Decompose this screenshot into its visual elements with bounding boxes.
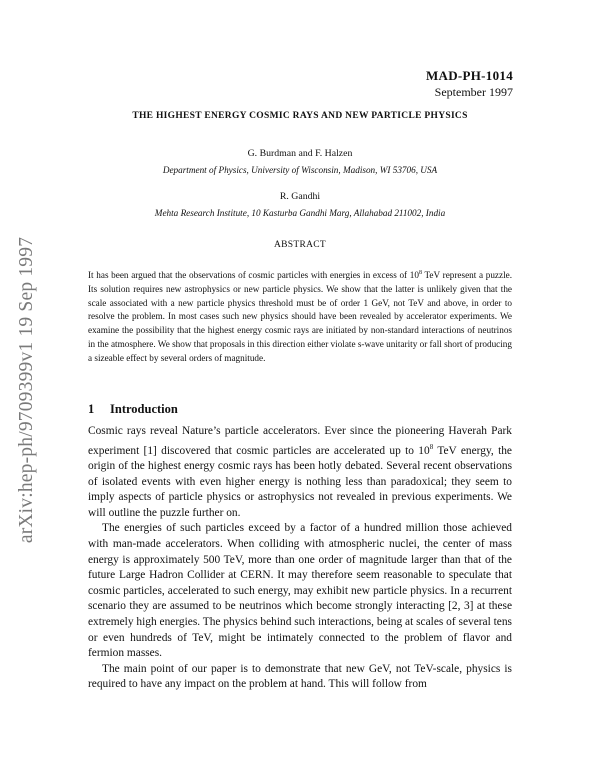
arxiv-identifier-text: arXiv:hep-ph/9709399v1 19 Sep 1997 (16, 236, 37, 544)
paragraph-2: The energies of such particles exceed by a factor of a hundred million those achieved with man-made accelerators. When colliding with atmospheric nuclei, the center of mass energy is approximately 500 TeV, more than one order of magnitude larger than that of the future Large Hadron Collider at CERN. It may therefore seem reasonable to speculate that cosmic particles, accelerated to such energy, may exhibit new particle physics. In a recurrent scenario they are assumed to be neutrinos which become strongly interacting [2, 3] at these extremely high energies. The physics behind such interactions, being at scales of several tens or even hundreds of TeV, might be intimately connected to the problem of flavor and fermion masses. (88, 522, 512, 660)
report-number: MAD-PH-1014 (425, 68, 513, 83)
abstract-heading: ABSTRACT (273, 240, 327, 250)
report-header (426, 68, 513, 100)
section-heading (88, 402, 178, 417)
author-affiliation-2: Mehta Research Institute, 10 Kasturba Gandhi Marg, Allahabad 211002, India (154, 208, 446, 218)
paper-title: THE HIGHEST ENERGY COSMIC RAYS AND NEW PARTICLE PHYSICS (132, 111, 468, 121)
author-affiliation-1: Department of Physics, University of Wisconsin, Madison, WI 53706, USA (162, 165, 438, 175)
paragraph-3: The main point of our paper is to demonstrate that new GeV, not TeV-scale, physics is required to have any impact on the problem at hand. This will follow from (88, 662, 512, 691)
report-date: September 1997 (434, 85, 513, 99)
author-names-2: R. Gandhi (279, 191, 321, 202)
section-title: Introduction (110, 402, 178, 416)
abstract-text: It has been argued that the observations of cosmic particles with energies in excess of $10^8$ TeV represent a puzzle. Its solution requires new astrophysics or new particle physics. We show that the latter is unlikely given that the scale associated with a new particle physics threshold must be of order 1 GeV, not TeV and above, in order to resolve the problem. In most cases such new physics should have been revealed by accelerator experiments. We examine the possibility that the highest energy cosmic rays are initiated by non-standard interactions of neutrinos in the atmosphere. We show that proposals in this direction either violate s-wave unitarity or fall short of producing a sizeable effect by several orders of magnitude. (88, 270, 512, 363)
section-number: 1 (88, 402, 95, 416)
author-names-1: G. Burdman and F. Halzen (247, 148, 353, 159)
body-text (88, 424, 512, 693)
paragraph-1: Cosmic rays reveal Nature’s particle accelerators. Ever since the pioneering Haverah Park experiment [1] discovered that cosmic particles are accelerated up to $10^8$ TeV energy, the origin of the highest energy cosmic rays has been hotly debated. Several recent observations of isolated events with even higher energy is nothing less than paradoxical; they seem to imply aspects of particle physics or astrophysics not revealed in previous experiments. We will outline the puzzle further on. (88, 425, 512, 519)
